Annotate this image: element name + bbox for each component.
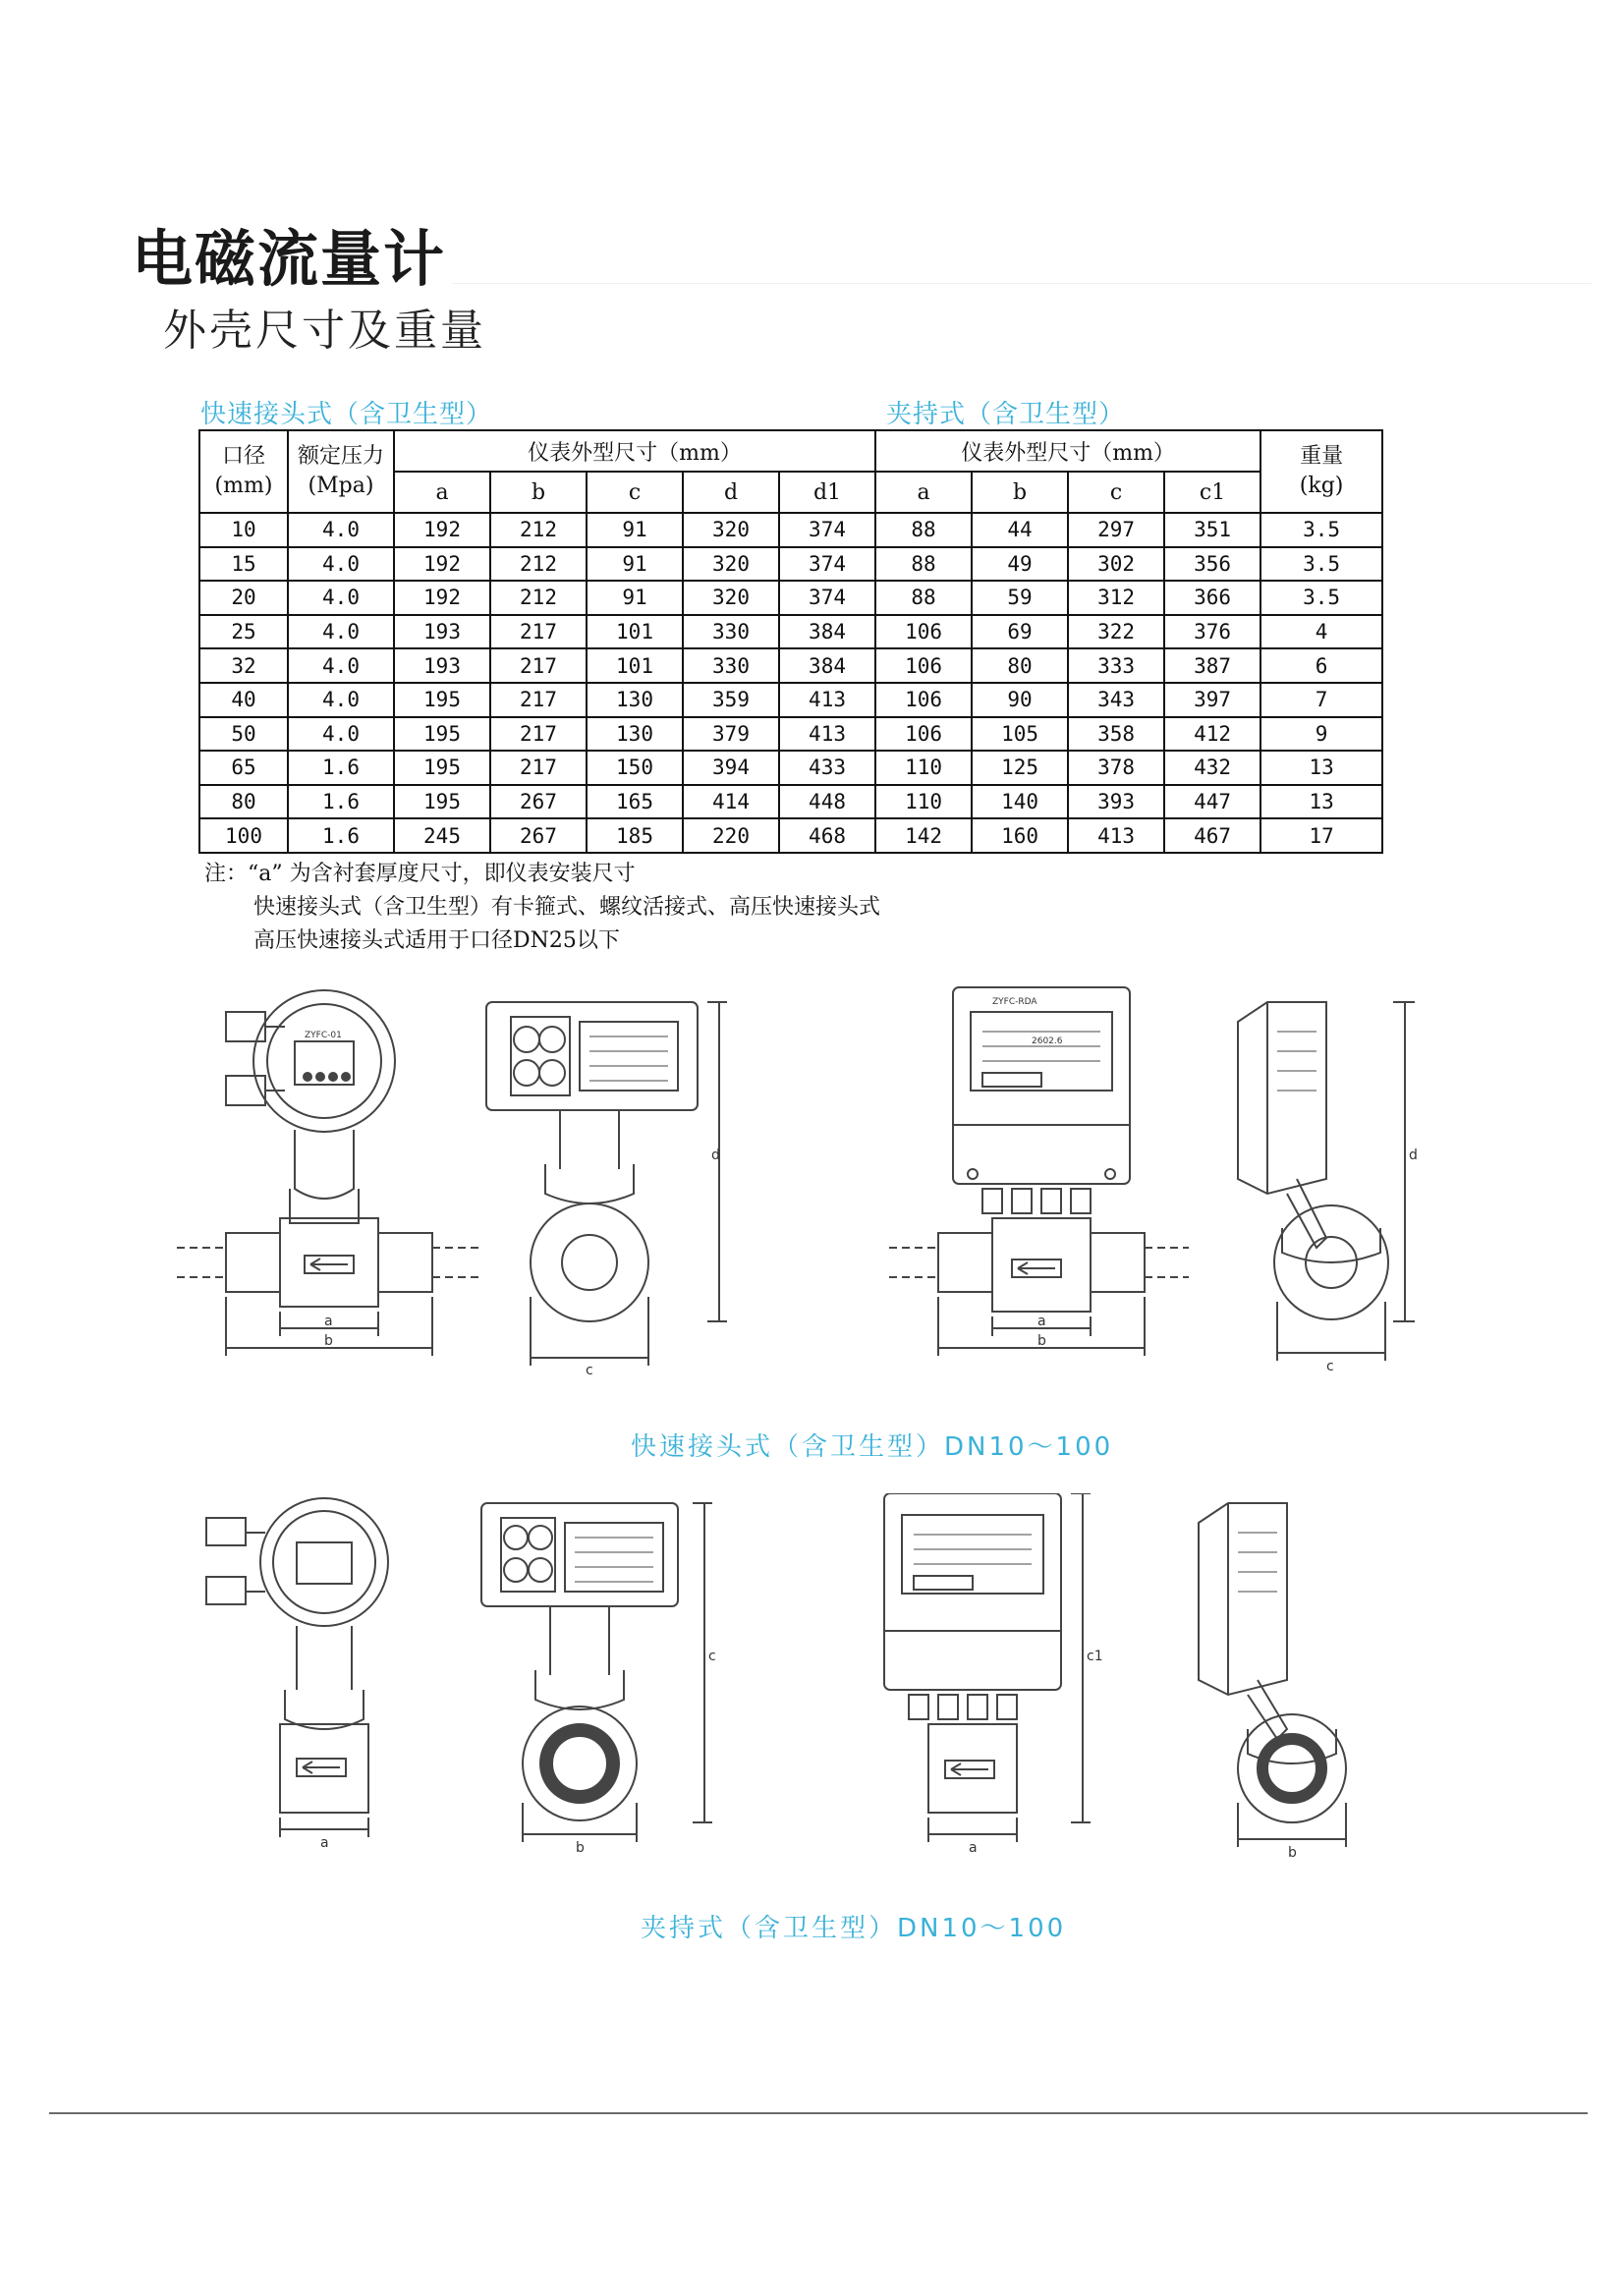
dim-label-a-clamp-1: a bbox=[320, 1835, 329, 1851]
table-cell: 105 bbox=[972, 717, 1068, 752]
table-cell: 13 bbox=[1260, 785, 1382, 819]
header-dims-clamp: 仪表外型尺寸（mm） bbox=[875, 430, 1260, 472]
table-cell: 378 bbox=[1068, 751, 1164, 785]
table-cell: 384 bbox=[779, 615, 875, 649]
header-pressure-label: 额定压力 bbox=[297, 444, 384, 469]
col-quick-d: d bbox=[683, 472, 779, 513]
table-cell: 130 bbox=[587, 683, 683, 717]
table-cell: 467 bbox=[1164, 818, 1260, 853]
table-cell: 267 bbox=[490, 818, 587, 853]
table-cell: 91 bbox=[587, 547, 683, 582]
table-cell: 101 bbox=[587, 648, 683, 683]
table-cell: 3.5 bbox=[1260, 513, 1382, 547]
table-cell: 100 bbox=[199, 818, 288, 853]
dim-label-c1-clamp-3: c1 bbox=[1087, 1649, 1103, 1664]
col-clamp-b: b bbox=[972, 472, 1068, 513]
table-cell: 69 bbox=[972, 615, 1068, 649]
table-cell: 414 bbox=[683, 785, 779, 819]
table-cell: 193 bbox=[394, 615, 490, 649]
col-quick-c: c bbox=[587, 472, 683, 513]
table-row bbox=[199, 648, 1382, 683]
table-cell: 212 bbox=[490, 547, 587, 582]
table-cell: 374 bbox=[779, 513, 875, 547]
table-cell: 25 bbox=[199, 615, 288, 649]
header-diameter-unit: (mm) bbox=[214, 474, 273, 498]
caption-clamp: 夹持式（含卫生型）DN10～100 bbox=[641, 1914, 1067, 1943]
caption-quick-connect: 快速接头式（含卫生型）DN10～100 bbox=[631, 1432, 1114, 1462]
header-weight-label: 重量 bbox=[1300, 444, 1344, 469]
table-cell: 4.0 bbox=[288, 683, 394, 717]
table-cell: 320 bbox=[683, 581, 779, 615]
table-cell: 387 bbox=[1164, 648, 1260, 683]
table-cell: 447 bbox=[1164, 785, 1260, 819]
table-cell: 320 bbox=[683, 547, 779, 582]
table-cell: 379 bbox=[683, 717, 779, 752]
note-line-3: 高压快速接头式适用于口径DN25以下 bbox=[253, 928, 620, 953]
dim-label-a-quick-3: a bbox=[1037, 1314, 1046, 1329]
table-cell: 125 bbox=[972, 751, 1068, 785]
title-divider bbox=[452, 283, 1592, 284]
panel-model-text: ZYFC-01 bbox=[305, 1031, 342, 1040]
table-row bbox=[199, 751, 1382, 785]
table-cell: 322 bbox=[1068, 615, 1164, 649]
table-row bbox=[199, 683, 1382, 717]
table-cell: 413 bbox=[1068, 818, 1164, 853]
table-cell: 374 bbox=[779, 581, 875, 615]
table-cell: 4 bbox=[1260, 615, 1382, 649]
table-cell: 217 bbox=[490, 648, 587, 683]
drawings-quick-connect bbox=[147, 982, 1425, 1385]
page-title: 电磁流量计 bbox=[132, 223, 447, 295]
clamp-box-head-front-view bbox=[481, 1503, 712, 1842]
clamp-round-head-side-view bbox=[206, 1498, 388, 1837]
col-clamp-c1: c1 bbox=[1164, 472, 1260, 513]
table-cell: 448 bbox=[779, 785, 875, 819]
table-cell: 20 bbox=[199, 581, 288, 615]
header-diameter bbox=[199, 430, 288, 513]
table-cell: 7 bbox=[1260, 683, 1382, 717]
table-cell: 90 bbox=[972, 683, 1068, 717]
table-cell: 351 bbox=[1164, 513, 1260, 547]
table-cell: 4.0 bbox=[288, 581, 394, 615]
dim-label-b-quick-1: b bbox=[324, 1333, 333, 1349]
note-line-1: 注：“a” 为含衬套厚度尺寸，即仪表安装尺寸 bbox=[204, 862, 636, 886]
table-cell: 4.0 bbox=[288, 615, 394, 649]
table-row bbox=[199, 547, 1382, 582]
table-cell: 192 bbox=[394, 547, 490, 582]
table-cell: 4.0 bbox=[288, 513, 394, 547]
table-cell: 393 bbox=[1068, 785, 1164, 819]
table-cell: 150 bbox=[587, 751, 683, 785]
dim-label-c-quick-4: c bbox=[1326, 1359, 1334, 1374]
table-cell: 160 bbox=[972, 818, 1068, 853]
table-cell: 10 bbox=[199, 513, 288, 547]
table-cell: 412 bbox=[1164, 717, 1260, 752]
table-cell: 356 bbox=[1164, 547, 1260, 582]
table-row bbox=[199, 513, 1382, 547]
table-cell: 302 bbox=[1068, 547, 1164, 582]
table-cell: 88 bbox=[875, 581, 972, 615]
table-cell: 217 bbox=[490, 717, 587, 752]
table-cell: 297 bbox=[1068, 513, 1164, 547]
table-cell: 4.0 bbox=[288, 648, 394, 683]
header-weight-unit: (kg) bbox=[1299, 474, 1344, 498]
table-cell: 195 bbox=[394, 683, 490, 717]
header-diameter-label: 口径 bbox=[221, 444, 265, 469]
table-row bbox=[199, 717, 1382, 752]
table-cell: 195 bbox=[394, 785, 490, 819]
table-cell: 376 bbox=[1164, 615, 1260, 649]
table-cell: 80 bbox=[199, 785, 288, 819]
table-cell: 17 bbox=[1260, 818, 1382, 853]
table-cell: 384 bbox=[779, 648, 875, 683]
header-weight bbox=[1260, 430, 1382, 513]
flowmeter-box-head-front-view bbox=[486, 1002, 727, 1366]
table-cell: 312 bbox=[1068, 581, 1164, 615]
table-cell: 220 bbox=[683, 818, 779, 853]
table-cell: 195 bbox=[394, 751, 490, 785]
table-cell: 142 bbox=[875, 818, 972, 853]
header-pressure-unit: (Mpa) bbox=[308, 474, 374, 498]
table-cell: 91 bbox=[587, 581, 683, 615]
table-cell: 3.5 bbox=[1260, 547, 1382, 582]
table-cell: 59 bbox=[972, 581, 1068, 615]
table-cell: 9 bbox=[1260, 717, 1382, 752]
drawings-clamp bbox=[187, 1493, 1415, 1867]
table-cell: 165 bbox=[587, 785, 683, 819]
table-cell: 468 bbox=[779, 818, 875, 853]
col-quick-d1: d1 bbox=[779, 472, 875, 513]
table-cell: 44 bbox=[972, 513, 1068, 547]
page-subtitle: 外壳尺寸及重量 bbox=[163, 306, 486, 356]
footer-divider bbox=[49, 2112, 1588, 2114]
table-cell: 217 bbox=[490, 751, 587, 785]
table-cell: 88 bbox=[875, 547, 972, 582]
table-cell: 359 bbox=[683, 683, 779, 717]
dim-label-d-quick-4: d bbox=[1409, 1148, 1418, 1163]
table-cell: 6 bbox=[1260, 648, 1382, 683]
table-row bbox=[199, 785, 1382, 819]
dim-label-c-clamp-2: c bbox=[708, 1649, 716, 1664]
table-cell: 343 bbox=[1068, 683, 1164, 717]
table-cell: 330 bbox=[683, 615, 779, 649]
clamp-wall-box-side-view bbox=[1199, 1503, 1346, 1847]
table-cell: 192 bbox=[394, 581, 490, 615]
table-cell: 185 bbox=[587, 818, 683, 853]
table-cell: 333 bbox=[1068, 648, 1164, 683]
table-cell: 193 bbox=[394, 648, 490, 683]
dim-label-c-quick-2: c bbox=[586, 1363, 593, 1378]
dim-label-b-clamp-4: b bbox=[1288, 1845, 1297, 1861]
table-cell: 217 bbox=[490, 683, 587, 717]
flowmeter-round-head-side-view bbox=[177, 990, 481, 1356]
col-clamp-c: c bbox=[1068, 472, 1164, 513]
table-cell: 358 bbox=[1068, 717, 1164, 752]
table-row bbox=[199, 615, 1382, 649]
table-cell: 15 bbox=[199, 547, 288, 582]
col-quick-b: b bbox=[490, 472, 587, 513]
table-cell: 130 bbox=[587, 717, 683, 752]
table-cell: 413 bbox=[779, 717, 875, 752]
section-label-clamp: 夹持式（含卫生型） bbox=[886, 400, 1126, 429]
col-clamp-a: a bbox=[875, 472, 972, 513]
table-cell: 433 bbox=[779, 751, 875, 785]
table-cell: 192 bbox=[394, 513, 490, 547]
table-cell: 330 bbox=[683, 648, 779, 683]
table-cell: 1.6 bbox=[288, 818, 394, 853]
table-cell: 3.5 bbox=[1260, 581, 1382, 615]
table-cell: 4.0 bbox=[288, 547, 394, 582]
table-body bbox=[199, 513, 1382, 853]
dim-label-a-clamp-3: a bbox=[969, 1840, 978, 1856]
table-cell: 65 bbox=[199, 751, 288, 785]
spec-table bbox=[198, 429, 1383, 854]
table-cell: 267 bbox=[490, 785, 587, 819]
table-cell: 394 bbox=[683, 751, 779, 785]
table-cell: 40 bbox=[199, 683, 288, 717]
table-cell: 110 bbox=[875, 751, 972, 785]
table-cell: 106 bbox=[875, 615, 972, 649]
table-cell: 80 bbox=[972, 648, 1068, 683]
flowmeter-wall-box-side-view bbox=[1238, 1002, 1415, 1361]
header-pressure bbox=[288, 430, 394, 513]
table-row bbox=[199, 818, 1382, 853]
table-cell: 1.6 bbox=[288, 751, 394, 785]
table-cell: 140 bbox=[972, 785, 1068, 819]
table-row bbox=[199, 581, 1382, 615]
table-cell: 110 bbox=[875, 785, 972, 819]
table-cell: 49 bbox=[972, 547, 1068, 582]
panel-model-box-text: ZYFC-RDA bbox=[992, 997, 1037, 1007]
table-cell: 101 bbox=[587, 615, 683, 649]
dim-label-b-clamp-2: b bbox=[576, 1840, 585, 1856]
table-cell: 13 bbox=[1260, 751, 1382, 785]
note-line-2: 快速接头式（含卫生型）有卡箍式、螺纹活接式、高压快速接头式 bbox=[253, 895, 881, 920]
table-cell: 88 bbox=[875, 513, 972, 547]
table-cell: 106 bbox=[875, 717, 972, 752]
dim-label-b-quick-3: b bbox=[1037, 1333, 1046, 1349]
table-cell: 50 bbox=[199, 717, 288, 752]
table-cell: 195 bbox=[394, 717, 490, 752]
table-cell: 106 bbox=[875, 683, 972, 717]
table-cell: 212 bbox=[490, 581, 587, 615]
table-cell: 413 bbox=[779, 683, 875, 717]
table-cell: 245 bbox=[394, 818, 490, 853]
section-label-quick-connect: 快速接头式（含卫生型） bbox=[200, 400, 493, 429]
clamp-wall-box-front-view bbox=[884, 1493, 1091, 1842]
table-cell: 106 bbox=[875, 648, 972, 683]
table-cell: 1.6 bbox=[288, 785, 394, 819]
table-cell: 4.0 bbox=[288, 717, 394, 752]
table-cell: 217 bbox=[490, 615, 587, 649]
table-cell: 366 bbox=[1164, 581, 1260, 615]
col-quick-a: a bbox=[394, 472, 490, 513]
table-cell: 212 bbox=[490, 513, 587, 547]
header-dims-quick: 仪表外型尺寸（mm） bbox=[394, 430, 875, 472]
table-cell: 32 bbox=[199, 648, 288, 683]
dim-label-d-quick-2: d bbox=[711, 1148, 720, 1163]
table-cell: 91 bbox=[587, 513, 683, 547]
panel-readout-text: 2602.6 bbox=[1032, 1036, 1063, 1046]
dim-label-a-quick-1: a bbox=[324, 1314, 333, 1329]
table-cell: 432 bbox=[1164, 751, 1260, 785]
table-cell: 374 bbox=[779, 547, 875, 582]
table-cell: 320 bbox=[683, 513, 779, 547]
table-cell: 397 bbox=[1164, 683, 1260, 717]
